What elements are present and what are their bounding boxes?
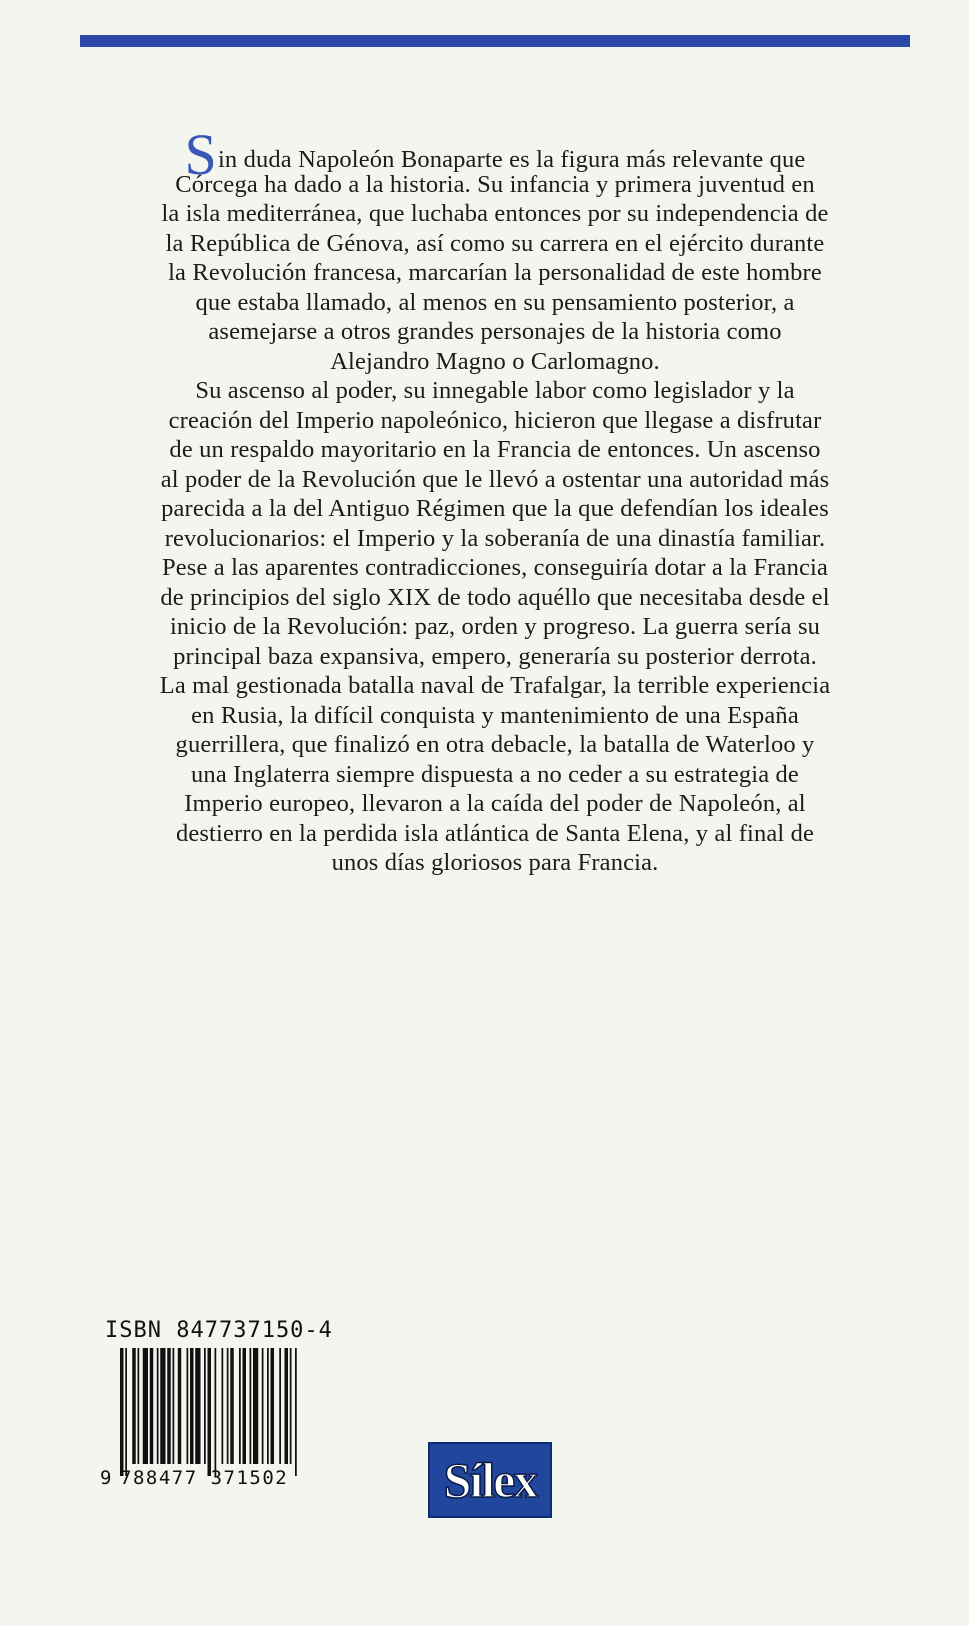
blurb-line: revolucionarios: el Imperio y la soberanía de una dinastía familiar.	[164, 524, 826, 552]
barcode-bar	[295, 1348, 297, 1476]
blurb-line: unos días gloriosos para Francia.	[331, 849, 659, 876]
barcode-bar	[262, 1348, 264, 1464]
blurb-line: guerrillera, que finalizó en otra debacle, la batalla de Waterloo y	[175, 731, 815, 758]
barcode-bar	[132, 1348, 136, 1464]
dropcap-letter: S	[184, 122, 217, 187]
barcode-bar	[178, 1348, 182, 1464]
barcode-bar	[250, 1348, 252, 1464]
blurb-line: destierro en la perdida isla atlántica de Santa Elena, y al final de	[175, 819, 815, 847]
barcode-bar	[190, 1348, 194, 1464]
ean-first-digit: 9	[100, 1467, 112, 1489]
barcode-bar	[267, 1348, 269, 1464]
blurb-line: una Inglaterra siempre dispuesta a no ceder a su estrategia de	[191, 760, 799, 788]
publisher-logo-text: Sílex	[443, 1452, 537, 1508]
barcode-bar	[239, 1348, 241, 1464]
blurb-line: principal baza expansiva, empero, generaría su posterior derrota.	[173, 642, 817, 670]
blurb-line: inicio de la Revolución: paz, orden y progreso. La guerra sería su	[169, 613, 821, 640]
barcode-bar	[204, 1348, 206, 1464]
blurb-line: la isla mediterránea, que luchaba entonces por su independencia de	[161, 200, 829, 227]
blurb-line: asemejarse a otros grandes personajes de la historia como	[208, 318, 782, 345]
barcode-bar	[187, 1348, 189, 1464]
publisher-logo	[428, 1442, 552, 1518]
top-blue-rule	[80, 35, 910, 47]
barcode-bar	[230, 1348, 234, 1464]
back-cover-blurb	[80, 122, 910, 878]
ean-digits: 788477 371502	[120, 1467, 289, 1489]
blurb-line: Alejandro Magno o Carlomagno.	[330, 347, 660, 375]
barcode-bar	[125, 1348, 127, 1476]
blurb-line: que estaba llamado, al menos en su pensamiento posterior, a	[195, 288, 795, 316]
blurb-line: Córcega ha dado a la historia. Su infancia y primera juventud en	[175, 170, 815, 198]
barcode-bar	[157, 1348, 159, 1464]
barcode-bar	[227, 1348, 229, 1464]
barcode-bar	[271, 1348, 275, 1464]
barcode-bar	[285, 1348, 289, 1464]
barcode-bar	[143, 1348, 148, 1464]
blurb-line: al poder de la Revolución que le llevó a ostentar una autoridad más	[160, 465, 830, 493]
barcode-bar	[279, 1348, 281, 1464]
barcode-bar	[253, 1348, 258, 1464]
barcode-bar	[173, 1348, 175, 1464]
barcode-bar	[290, 1348, 292, 1464]
blurb-line: Imperio europeo, llevaron a la caída del poder de Napoleón, al	[184, 790, 806, 817]
barcode-bar	[138, 1348, 140, 1464]
blurb-line: de principios del siglo XIX de todo aquéllo que necesitaba desde el	[160, 583, 830, 611]
barcode-bar	[243, 1348, 247, 1464]
barcode-bar	[222, 1348, 224, 1464]
barcode-bar	[150, 1348, 154, 1464]
blurb-line: Pese a las aparentes contradicciones, conseguiría dotar a la Francia	[162, 554, 828, 581]
barcode-bar	[120, 1348, 124, 1476]
barcode-bar	[195, 1348, 200, 1464]
blurb-line: en Rusia, la difícil conquista y mantenimiento de una España	[191, 701, 799, 729]
blurb-line-text: in duda Napoleón Bonaparte es la figura más relevante que	[217, 146, 806, 173]
blurb-line: la Revolución francesa, marcarían la personalidad de este hombre	[168, 259, 822, 286]
blurb-line: La mal gestionada batalla naval de Trafalgar, la terrible experiencia	[159, 672, 831, 699]
barcode	[100, 1348, 350, 1478]
blurb-line: Su ascenso al poder, su innegable labor como legislador y la	[195, 377, 795, 404]
blurb-line: parecida a la del Antiguo Régimen que la que defendían los ideales	[161, 495, 829, 522]
barcode-bars	[100, 1348, 350, 1478]
isbn-label: ISBN 847737150-4	[105, 1318, 333, 1343]
barcode-bar	[215, 1348, 217, 1476]
blurb-line: creación del Imperio napoleónico, hicieron que llegase a disfrutar	[168, 406, 822, 434]
barcode-bar	[208, 1348, 212, 1476]
barcode-bar	[160, 1348, 165, 1464]
barcode-bar	[167, 1348, 171, 1464]
blurb-line: la República de Génova, así como su carrera en el ejército durante	[165, 229, 825, 257]
blurb-line: de un respaldo mayoritario en la Francia de entonces. Un ascenso	[169, 436, 821, 463]
